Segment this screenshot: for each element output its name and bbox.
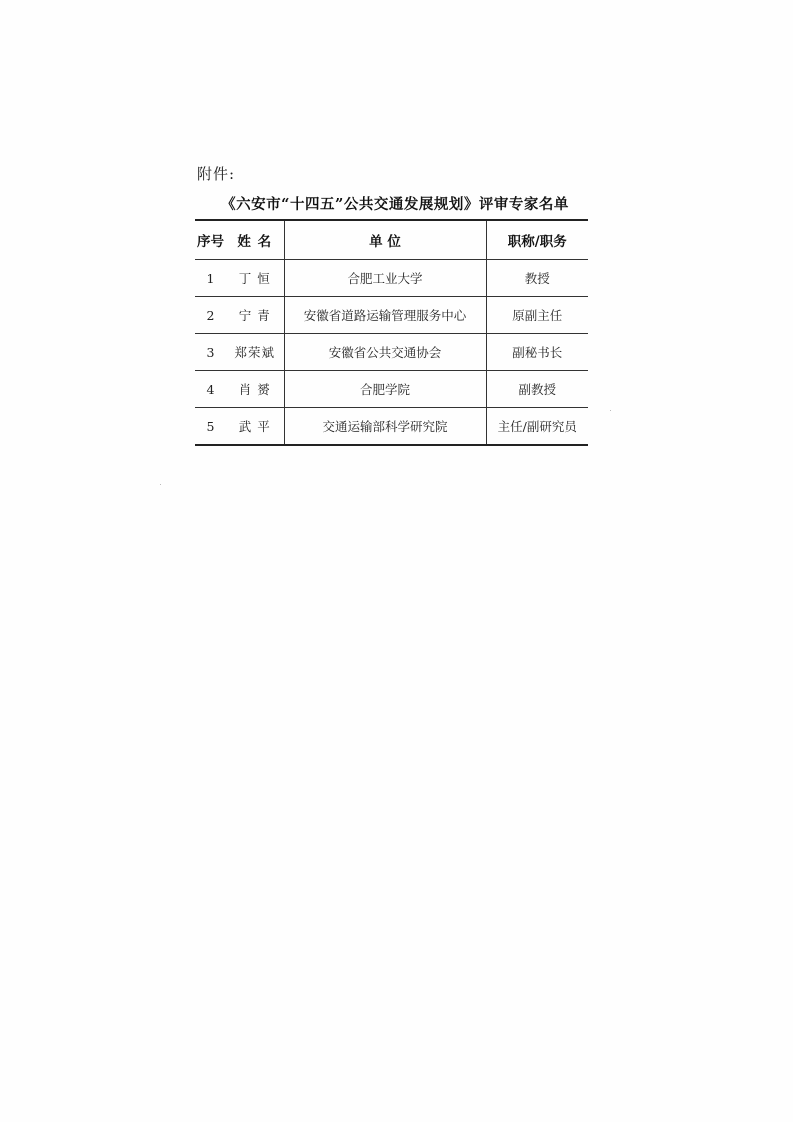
table-row bbox=[195, 260, 588, 297]
scan-speck bbox=[610, 410, 611, 411]
scan-speck bbox=[160, 484, 161, 485]
row-title: 副教授 bbox=[486, 371, 588, 408]
header-unit: 单 位 bbox=[284, 220, 486, 260]
row-no: 5 bbox=[206, 418, 215, 434]
table-row bbox=[195, 297, 588, 334]
attachment-label: 附件: bbox=[197, 165, 236, 183]
row-unit: 安徽省公共交通协会 bbox=[284, 334, 486, 371]
document-title: 《六安市“十四五”公共交通发展规划》评审专家名单 bbox=[221, 196, 569, 213]
row-name: 郑荣斌 bbox=[226, 334, 284, 371]
header-name: 姓 名 bbox=[226, 220, 284, 260]
row-title: 副秘书长 bbox=[486, 334, 588, 371]
row-no: 3 bbox=[195, 334, 226, 371]
row-name: 丁 恒 bbox=[226, 260, 284, 297]
row-unit: 交通运输部科学研究院 bbox=[284, 408, 486, 446]
header-title: 职称/职务 bbox=[486, 220, 588, 260]
row-name: 宁 青 bbox=[226, 297, 284, 334]
row-name: 肖 赟 bbox=[226, 371, 284, 408]
table-row bbox=[195, 371, 588, 408]
row-title: 教授 bbox=[486, 260, 588, 297]
row-name: 武 平 bbox=[226, 408, 284, 446]
header-no: 序号 bbox=[195, 220, 226, 260]
row-title: 原副主任 bbox=[486, 297, 588, 334]
row-no: 2 bbox=[195, 297, 226, 334]
row-unit: 合肥学院 bbox=[284, 371, 486, 408]
row-title: 主任/副研究员 bbox=[497, 419, 577, 434]
row-unit: 安徽省道路运输管理服务中心 bbox=[284, 297, 486, 334]
expert-table bbox=[195, 219, 588, 446]
table-row bbox=[195, 334, 588, 371]
table-header-row bbox=[195, 220, 588, 260]
row-unit: 合肥工业大学 bbox=[284, 260, 486, 297]
table-row bbox=[195, 408, 588, 446]
row-no: 4 bbox=[195, 371, 226, 408]
row-no: 1 bbox=[195, 260, 226, 297]
